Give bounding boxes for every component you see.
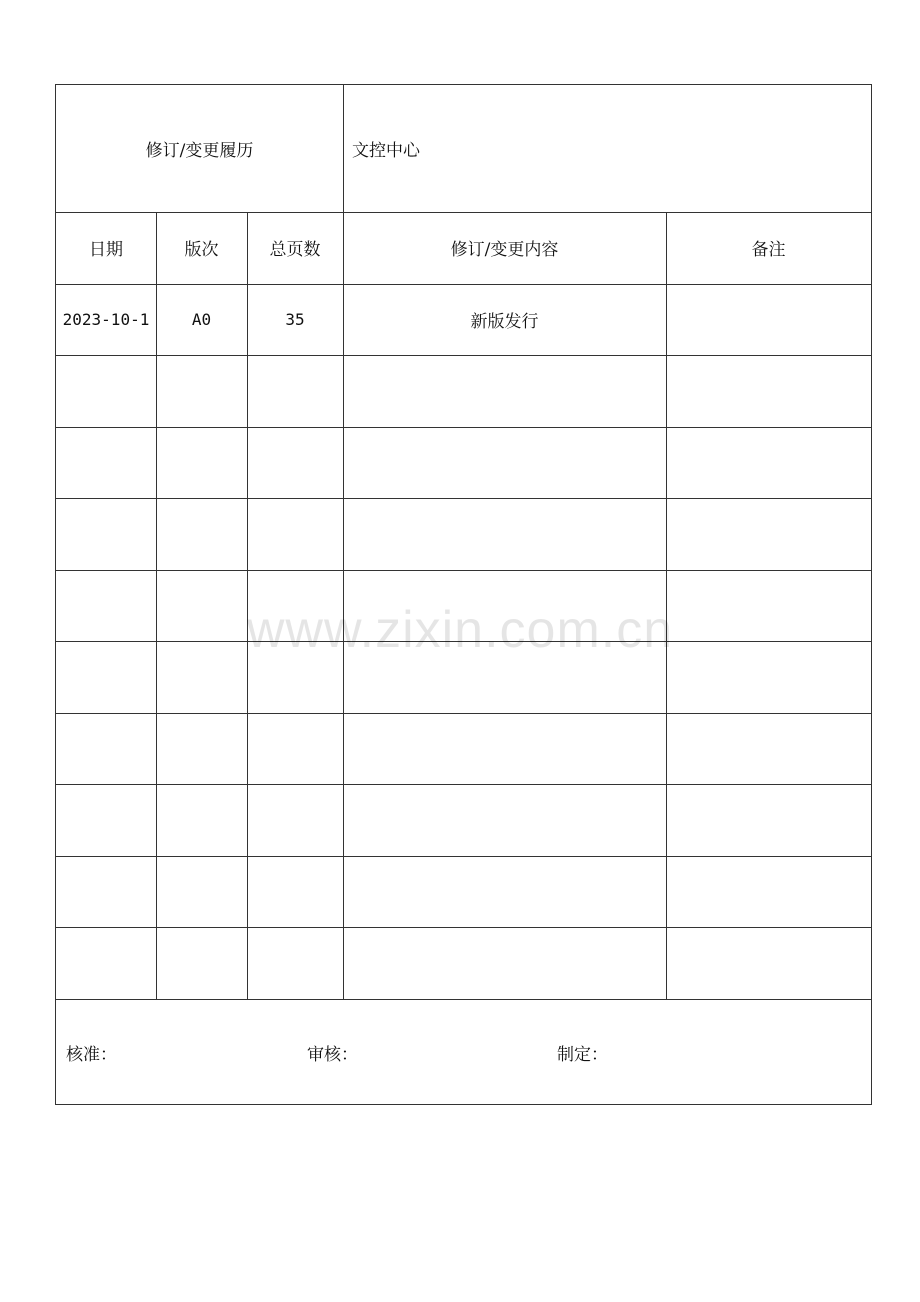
table-cell <box>156 713 247 785</box>
column-header: 总页数 <box>269 240 321 261</box>
header-divider <box>343 85 344 212</box>
table-cell <box>247 713 343 785</box>
table-cell <box>343 570 666 642</box>
table-cell <box>666 498 871 570</box>
table-cell <box>156 355 247 427</box>
table-cell <box>56 927 156 999</box>
table-cell <box>666 284 871 356</box>
table-cell <box>343 355 666 427</box>
prepare-label: 制定： <box>557 1044 608 1065</box>
table-cell <box>666 641 871 713</box>
table-cell <box>666 784 871 856</box>
sheet-title: 修订/变更履历 <box>145 141 254 161</box>
table-cell <box>156 570 247 642</box>
table-cell <box>343 713 666 785</box>
table-cell <box>56 427 156 499</box>
table-cell <box>666 355 871 427</box>
table-cell <box>666 570 871 642</box>
table-cell <box>666 713 871 785</box>
table-cell <box>156 784 247 856</box>
table-cell <box>343 498 666 570</box>
table-cell <box>247 355 343 427</box>
table-cell <box>56 641 156 713</box>
table-cell <box>156 927 247 999</box>
department-name: 文控中心 <box>352 141 420 161</box>
table-cell <box>56 856 156 928</box>
table-cell <box>56 570 156 642</box>
table-cell <box>247 427 343 499</box>
table-cell <box>343 427 666 499</box>
table-cell <box>56 355 156 427</box>
revision-history-sheet <box>55 84 872 1105</box>
table-cell <box>343 856 666 928</box>
table-cell: 2023-10-1 <box>62 309 150 329</box>
column-header: 日期 <box>89 240 123 261</box>
table-cell <box>343 784 666 856</box>
column-header: 修订/变更内容 <box>450 240 559 261</box>
table-cell: 35 <box>285 309 305 329</box>
column-header: 备注 <box>751 240 786 261</box>
review-label: 审核： <box>307 1044 358 1065</box>
table-cell <box>56 498 156 570</box>
table-cell <box>343 927 666 999</box>
table-cell <box>666 427 871 499</box>
table-cell <box>56 713 156 785</box>
table-cell <box>247 784 343 856</box>
table-cell <box>666 856 871 928</box>
table-cell <box>247 641 343 713</box>
table-cell <box>247 498 343 570</box>
table-cell <box>156 856 247 928</box>
table-cell <box>247 570 343 642</box>
table-cell <box>156 498 247 570</box>
table-cell <box>666 927 871 999</box>
table-cell <box>156 427 247 499</box>
table-cell <box>156 641 247 713</box>
approve-label: 核准： <box>66 1044 117 1065</box>
column-header: 版次 <box>184 240 219 261</box>
revision-table <box>56 212 871 999</box>
table-cell <box>343 641 666 713</box>
table-cell <box>247 856 343 928</box>
table-cell <box>56 784 156 856</box>
table-cell: A0 <box>191 309 212 329</box>
table-cell: 新版发行 <box>470 311 539 332</box>
table-cell <box>247 927 343 999</box>
watermark-text: www.zixin.com.cn <box>246 601 674 659</box>
